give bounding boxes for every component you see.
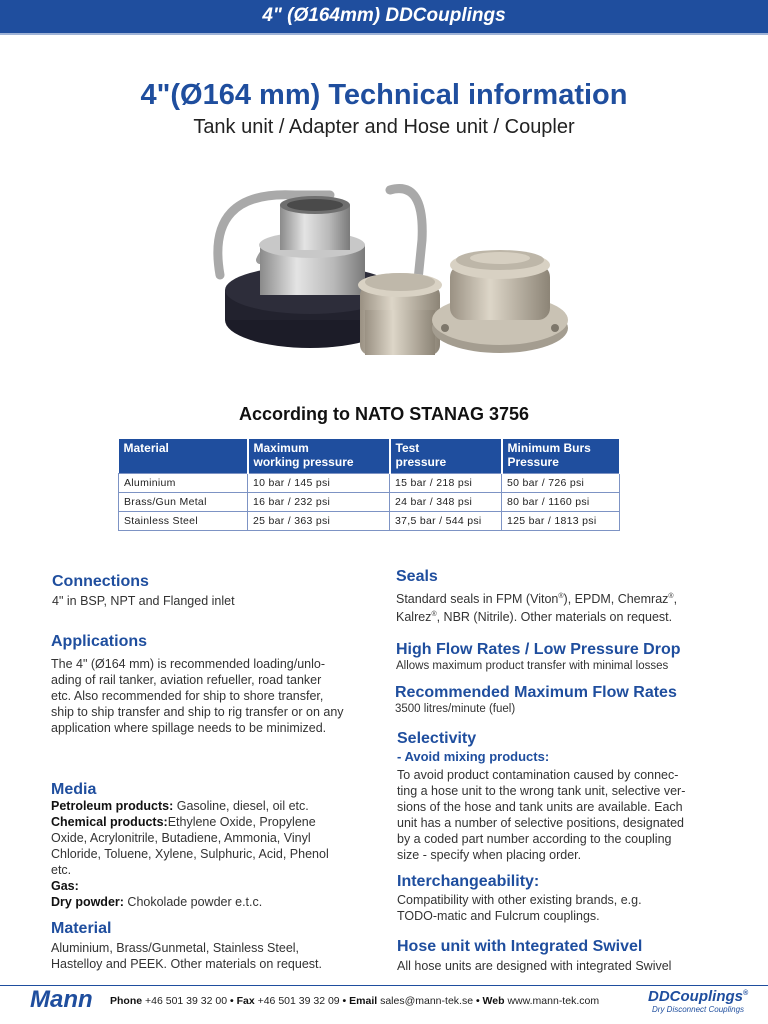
applications-heading: Applications — [51, 633, 148, 650]
pressure-table — [118, 439, 621, 531]
material-text: Aluminium, Brass/Gunmetal, Stainless Steel, Hastelloy and PEEK. Other materials on request. — [51, 941, 322, 971]
coupling-product-image — [200, 150, 570, 375]
ddcouplings-logo: DDCouplings® — [648, 988, 749, 1005]
web-link[interactable]: www.mann-tek.com — [504, 995, 600, 1007]
material-heading: Material — [51, 920, 112, 937]
table-header-working-pressure: Maximum working pressure — [248, 439, 390, 474]
applications-text: The 4" (Ø164 mm) is recommended loading/unlo- ading of rail tanker, aviation refueller, road tanker etc. Also recommended for ship to shore transfer, ship to ship transfer and ship to rig transfer or on any application where spillage needs to be minimized. — [51, 657, 344, 735]
seals-text: Standard seals in FPM (Viton®), EPDM, Chemraz®, Kalrez®, NBR (Nitrile). Other materials on request. — [396, 592, 678, 625]
footer-divider — [0, 985, 768, 986]
mann-logo: Mann — [30, 986, 93, 1013]
seals-heading: Seals — [396, 568, 438, 585]
media-text: Petroleum products: Gasoline, diesel, oil etc. Chemical products:Ethylene Oxide, Propylene Oxide, Acrylonitrile, Butadiene, Ammonia, Vinyl Chloride, Toluene, Xylene, Sulphuric, Acid, Phenol etc. Gas: Dry powder: Chokolade powder e.t.c. — [51, 799, 329, 909]
media-heading: Media — [51, 781, 97, 798]
selectivity-text: To avoid product contamination caused by connec- ting a hose unit to the wrong tank unit, selective ver- sions of the hose and tank units are available. Each unit has a number of selective positions, designated by a coded part number according to the coupling size - specify when placing order. — [397, 768, 686, 862]
selectivity-heading: Selectivity — [397, 730, 477, 747]
connections-heading: Connections — [52, 573, 149, 590]
max-flow-text: 3500 litres/minute (fuel) — [395, 703, 516, 715]
footer-contact: Phone +46 501 39 32 00 • Fax +46 501 39 32 09 • Email sales@mann-tek.se • Web www.mann-tek.com — [110, 995, 600, 1007]
swivel-heading: Hose unit with Integrated Swivel — [397, 938, 643, 955]
table-row — [119, 493, 620, 512]
ddcouplings-tagline: Dry Disconnect Couplings — [652, 1005, 745, 1014]
table-row — [119, 512, 620, 531]
table-header-test-pressure: Test pressure — [390, 439, 502, 474]
table-header-burst-pressure: Minimum Burs Pressure — [502, 439, 620, 474]
table-cell: 15 bar / 218 psi — [390, 474, 502, 493]
table-cell: 80 bar / 1160 psi — [502, 493, 620, 512]
interchangeability-heading: Interchangeability: — [397, 873, 540, 890]
table-cell: 125 bar / 1813 psi — [502, 512, 620, 531]
table-cell: 24 bar / 348 psi — [390, 493, 502, 512]
swivel-text: All hose units are designed with integrated Swivel — [397, 959, 672, 973]
page-subtitle: Tank unit / Adapter and Hose unit / Coupler — [193, 116, 575, 138]
table-cell: 10 bar / 145 psi — [248, 474, 390, 493]
table-cell: 16 bar / 232 psi — [248, 493, 390, 512]
interchangeability-text: Compatibility with other existing brands, e.g. TODO-matic and Fulcrum couplings. — [397, 893, 642, 923]
table-cell: 50 bar / 726 psi — [502, 474, 620, 493]
table-cell: 37,5 bar / 544 psi — [390, 512, 502, 531]
connections-text: 4" in BSP, NPT and Flanged inlet — [52, 594, 235, 608]
table-row — [119, 474, 620, 493]
page-title: 4"(Ø164 mm) Technical information — [140, 79, 628, 111]
selectivity-subheading: - Avoid mixing products: — [397, 749, 550, 764]
high-flow-heading: High Flow Rates / Low Pressure Drop — [396, 641, 681, 658]
header-title: 4" (Ø164mm) DDCouplings — [262, 5, 506, 26]
table-cell: Aluminium — [119, 474, 248, 493]
max-flow-heading: Recommended Maximum Flow Rates — [395, 684, 677, 701]
header-bar — [0, 0, 768, 35]
standard-heading: According to NATO STANAG 3756 — [238, 404, 530, 424]
email-link[interactable]: sales@mann-tek.se — [377, 995, 474, 1007]
table-cell: Brass/Gun Metal — [119, 493, 248, 512]
table-header-row — [119, 439, 620, 474]
table-cell: Stainless Steel — [119, 512, 248, 531]
table-cell: 25 bar / 363 psi — [248, 512, 390, 531]
high-flow-text: Allows maximum product transfer with minimal losses — [396, 660, 669, 672]
table-header-material: Material — [119, 439, 248, 474]
